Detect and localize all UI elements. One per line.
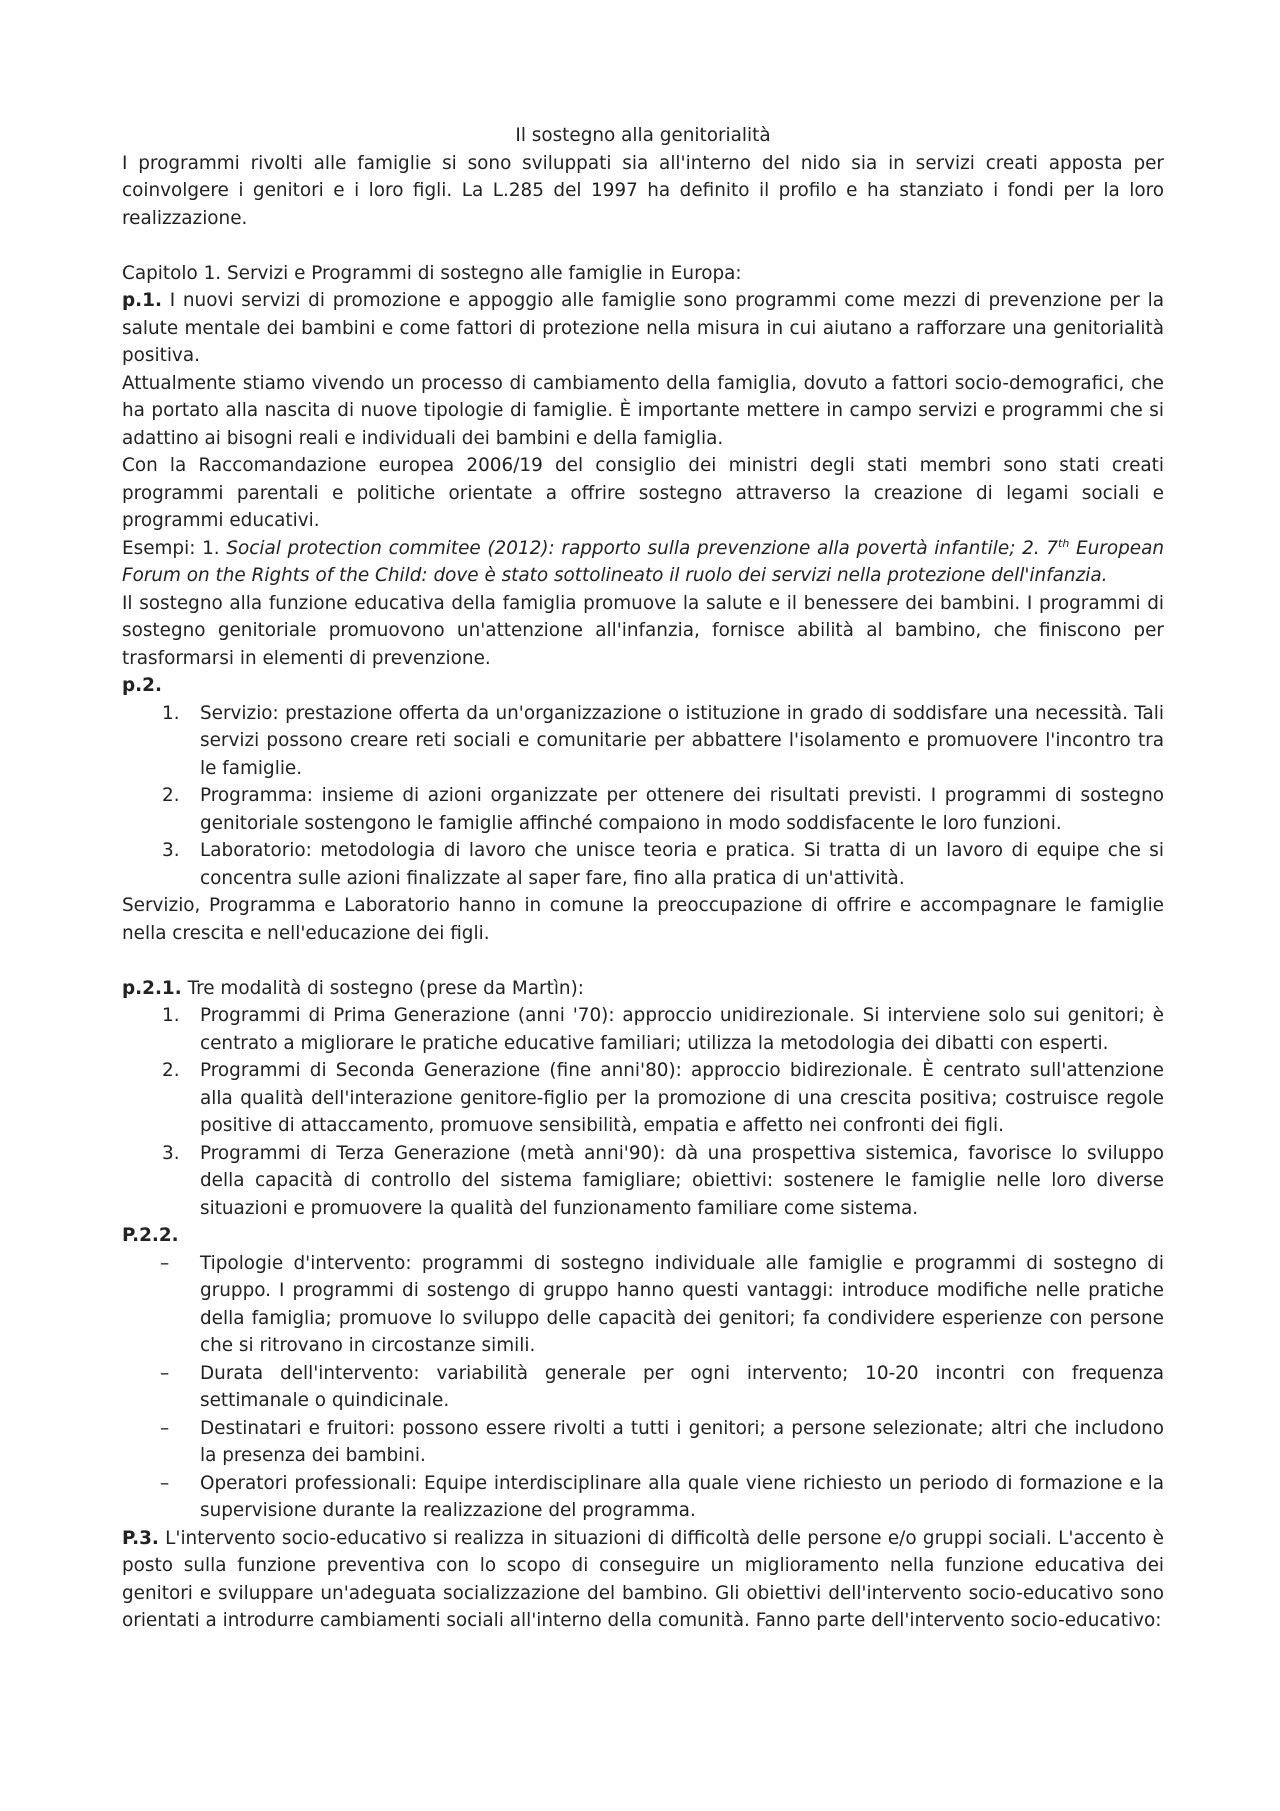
- chapter-heading: Capitolo 1. Servizi e Programmi di sostegno alle famiglie in Europa:: [122, 262, 742, 284]
- list-item: 3. Programmi di Terza Generazione (metà anni'90): dà una prospettiva sistemica, favorisce lo sviluppo della capacità di controllo del sistema famigliare; obiettivi: sostenere le famiglie nelle loro diverse situazioni e promuovere la qualità del funzionamento familiare come sistema.: [162, 1142, 1164, 1219]
- section-p1-paragraph: p.1. I nuovi servizi di promozione e appoggio alle famiglie sono programmi come mezzi di prevenzione per la salute mentale dei bambini e come fattori di protezione nella misura in cui aiutano a rafforzare una genitorialità positiva.: [122, 290, 1164, 366]
- section-p1-paragraph-4: Il sostegno alla funzione educativa della famiglia promuove la salute e il benessere dei bambini. I programmi di sostegno genitoriale promuovono un'attenzione all'infanzia, fornisce abilità al bambino, che finiscono per trasformarsi in elementi di prevenzione.: [122, 592, 1164, 669]
- section-p21-heading: p.2.1. Tre modalità di sostegno (prese da Martìn):: [122, 977, 584, 999]
- list-item: 3. Laboratorio: metodologia di lavoro che unisce teoria e pratica. Si tratta di un lavoro di equipe che si concentra sulle azioni finalizzate al saper fare, fino alla pratica di un'attività.: [162, 840, 1164, 889]
- list-item: – Tipologie d'intervento: programmi di sostegno individuale alle famiglie e programmi di sostegno di gruppo. I programmi di sostengo di gruppo hanno questi vantaggi: introduce modifiche nelle pratiche della famiglia; promuove lo sviluppo delle capacità dei genitori; fa condividere esperienze con persone che si ritrovano in circostanze simili.: [160, 1252, 1164, 1356]
- list-item: – Durata dell'intervento: variabilità generale per ogni intervento; 10-20 incontri con frequenza settimanale o quindicinale.: [160, 1362, 1164, 1411]
- list-item: 1. Servizio: prestazione offerta da un'organizzazione o istituzione in grado di soddisfare una necessità. Tali servizi possono creare reti sociali e comunitarie per abbattere l'isolamento e promuovere l'incontro tra le famiglie.: [162, 702, 1164, 779]
- section-p3-label: P.3.: [122, 1527, 159, 1549]
- section-p2-closing: Servizio, Programma e Laboratorio hanno in comune la preoccupazione di offrire e accompagnare le famiglie nella crescita e nell'educazione dei figli.: [122, 895, 1164, 944]
- list-item: 2. Programma: insieme di azioni organizzate per ottenere dei risultati previsti. I programmi di sostegno genitoriale sostengono le famiglie affinché compaiono in modo soddisfacente le loro funzioni.: [162, 785, 1164, 834]
- section-p3-paragraph: P.3. L'intervento socio-educativo si realizza in situazioni di difficoltà delle persone e/o gruppi sociali. L'accento è posto sulla funzione preventiva con lo scopo di conseguire un miglioramento nella funzione educativa dei genitori e sviluppare un'adeguata socializzazione del bambino. Gli obiettivi dell'intervento socio-educativo sono orientati a introdurre cambiamenti sociali all'interno della comunità. Fanno parte dell'intervento socio-educativo:: [122, 1527, 1164, 1631]
- list-item: – Destinatari e fruitori: possono essere rivolti a tutti i genitori; a persone selezionate; altri che includono la presenza dei bambini.: [160, 1417, 1164, 1466]
- section-p22-list: [122, 1250, 1164, 1525]
- example-1: Social protection commitee (2012): rapporto sulla prevenzione alla povertà infantile; 2. 7th European Forum on the Rights of the Child: dove è stato sottolineato il ruolo dei servizi nella protezione dell'infanzia.: [122, 536, 1164, 586]
- section-p22-label: P.2.2.: [122, 1225, 179, 1246]
- intro-paragraph: I programmi rivolti alle famiglie si sono sviluppati sia all'interno del nido sia in servizi creati apposta per coinvolgere i genitori e i loro figli. La L.285 del 1997 ha definito il profilo e ha stanziato i fondi per la loro realizzazione.: [122, 152, 1164, 229]
- section-p21-label: p.2.1.: [122, 977, 182, 999]
- section-p21-list: [122, 1002, 1164, 1222]
- list-item: 1. Programmi di Prima Generazione (anni '70): approccio unidirezionale. Si interviene solo sui genitori; è centrato a migliorare le pratiche educative familiari; utilizza la metodologia dei dibatti con esperti.: [162, 1005, 1164, 1054]
- section-p1-paragraph-2: Attualmente stiamo vivendo un processo di cambiamento della famiglia, dovuto a fattori socio-demografici, che ha portato alla nascita di nuove tipologie di famiglie. È importante mettere in campo servizi e programmi che si adattino ai bisogni reali e individuali dei bambini e della famiglia.: [122, 372, 1164, 449]
- document-title: Il sostegno alla genitorialità: [515, 125, 771, 146]
- section-p2-list: [122, 700, 1164, 893]
- list-item: 2. Programmi di Seconda Generazione (fine anni'80): approccio bidirezionale. È centrato sull'attenzione alla qualità dell'interazione genitore-figlio per la promozione di una crescita positiva; costruisce regole positive di attaccamento, promuove sensibilità, empatia e affetto nei confronti dei figli.: [162, 1060, 1164, 1136]
- list-item: – Operatori professionali: Equipe interdisciplinare alla quale viene richiesto un periodo di formazione e la supervisione durante la realizzazione del programma.: [160, 1472, 1164, 1521]
- section-p1-paragraph-3: Con la Raccomandazione europea 2006/19 del consiglio dei ministri degli stati membri sono stati creati programmi parentali e politiche orientate a offrire sostegno attraverso la creazione di legami sociali e programmi educativi.: [122, 455, 1164, 531]
- examples-paragraph: Esempi: 1. Social protection commitee (2012): rapporto sulla prevenzione alla povertà infantile; 2. 7th European Forum on the Rights of the Child: dove è stato sottolineato il ruolo dei servizi nella protezione dell'infanzia.: [122, 536, 1164, 586]
- section-p2-label: p.2.: [122, 675, 162, 696]
- section-p1-label: p.1.: [122, 290, 162, 311]
